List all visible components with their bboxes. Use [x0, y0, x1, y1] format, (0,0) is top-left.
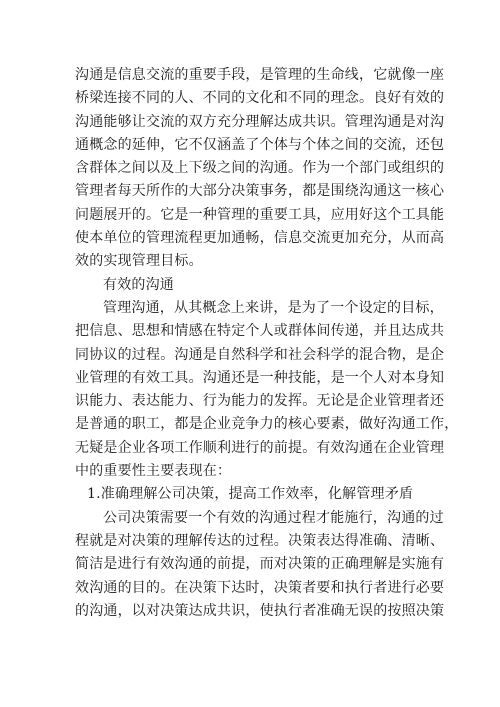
text-line: 同协议的过程。沟通是自然科学和社会科学的混合物，是企 [75, 346, 445, 363]
text-line: 效沟通的目的。在决策下达时，决策者要和执行者进行必要 [75, 579, 445, 596]
text-line: 把信息、思想和情感在特定个人或群体间传递，并且达成共 [75, 323, 445, 340]
numbered-heading: 1.准确理解公司决策，提高工作效率，化解管理矛盾 [87, 486, 414, 503]
text-line: 桥梁连接不同的人、不同的文化和不同的理念。良好有效的 [75, 90, 445, 107]
text-line: 中的重要性主要表现在： [75, 463, 232, 480]
text-line: 简洁是进行有效沟通的前提，而对决策的正确理解是实施有 [75, 556, 445, 573]
text-line: 使本单位的管理流程更加通畅，信息交流更加充分，从而高 [75, 230, 445, 247]
text-line: 业管理的有效工具。沟通还是一种技能，是一个人对本身知 [75, 369, 445, 386]
text-line: 是普通的职工，都是企业竞争力的核心要素，做好沟通工作， [75, 416, 459, 433]
text-line: 沟通能够让交流的双方充分理解达成共识。管理沟通是对沟 [75, 113, 445, 130]
text-line: 的沟通，以对决策达成共识，使执行者准确无误的按照决策 [75, 602, 445, 619]
text-line: 管理者每天所作的大部分决策事务，都是围绕沟通这一核心 [75, 183, 445, 200]
text-line: 通概念的延伸，它不仅涵盖了个体与个体之间的交流，还包 [75, 136, 445, 153]
text-line: 识能力、表达能力、行为能力的发挥。无论是企业管理者还 [75, 393, 445, 410]
text-line: 程就是对决策的理解传达的过程。决策表达得准确、清晰、 [75, 532, 445, 549]
text-line: 沟通是信息交流的重要手段，是管理的生命线，它就像一座 [75, 67, 445, 83]
text-line: 管理沟通，从其概念上来讲，是为了一个设定的目标， [103, 299, 444, 316]
text-line: 问题展开的。它是一种管理的重要工具，应用好这个工具能 [75, 206, 445, 223]
text-line: 公司决策需要一个有效的沟通过程才能施行，沟通的过 [103, 509, 444, 526]
section-heading: 有效的沟通 [103, 276, 174, 293]
text-line: 无疑是企业各项工作顺利进行的前提。有效沟通在企业管理 [75, 439, 445, 456]
text-line: 含群体之间以及上下级之间的沟通。作为一个部门或组织的 [75, 160, 445, 177]
text-line: 效的实现管理目标。 [75, 253, 203, 270]
document-body [75, 64, 459, 623]
